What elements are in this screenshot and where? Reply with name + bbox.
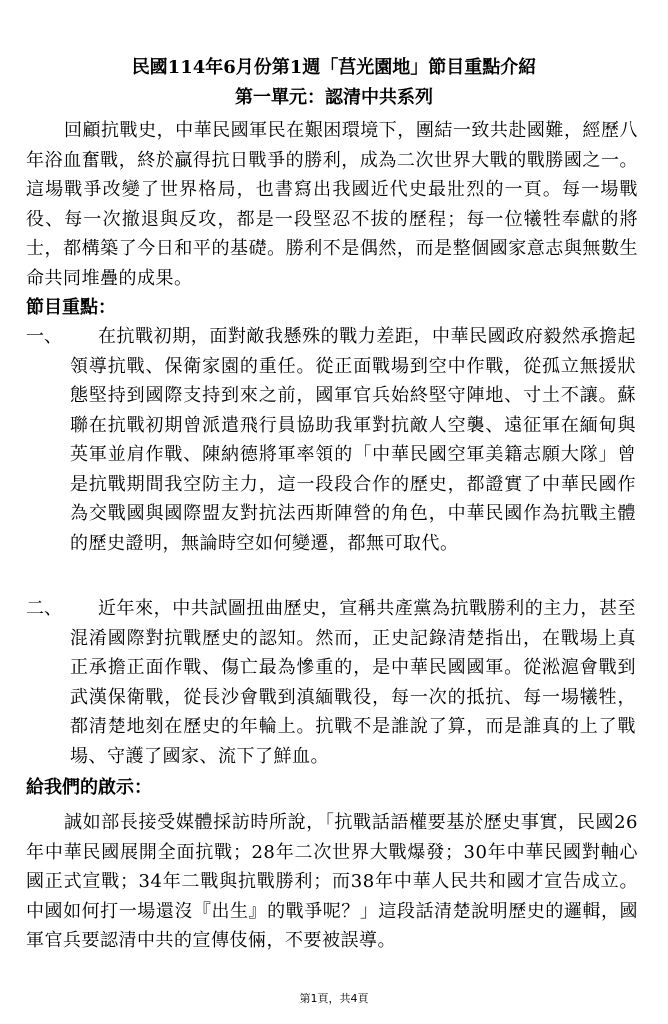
page-footer: 第1頁，共4頁 [299,992,369,1005]
insight-heading: 給我們的啟示： [26,777,152,798]
highlights-heading: 節目重點： [26,297,116,318]
highlight-number: 一、 [26,326,62,347]
insight-paragraph: 誠如部長接受媒體採訪時所說，「抗戰話語權要基於歷史事實，民國26年中華民國展開全面抗戰；28年二次世界大戰爆發；30年中華民國對軸心國正式宣戰；34年二戰與抗戰勝利；而38年中華人民共和國才宣告成立。中國如何打一場還沒『出生』的戰爭呢？」這段話清楚說明歷史的邏輯，國軍官兵要認清中共的宣傳伎倆，不要被誤導。 [26,812,638,951]
unit-title: 第一單元：認清中共系列 [235,87,433,108]
highlight-text: 在抗戰初期，面對敵我懸殊的戰力差距，中華民國政府毅然承擔起領導抗戰、保衛家園的重任。從正面戰場到空中作戰，從孤立無援狀態堅持到國際支持到來之前，國軍官兵始終堅守陣地、寸土不讓。蘇聯在抗戰初期曾派遣飛行員協助我軍對抗敵人空襲、遠征軍在緬甸與英軍並肩作戰、陳納德將軍率領的「中華民國空軍美籍志願大隊」曾是抗戰期間我空防主力，這一段段合作的歷史，都證實了中華民國作為交戰國與國際盟友對抗法西斯陣營的角色，中華民國作為抗戰主體的歷史證明，無論時空如何變遷，都無可取代。 [70,326,636,554]
highlight-text: 近年來，中共試圖扭曲歷史，宣稱共產黨為抗戰勝利的主力，甚至混淆國際對抗戰歷史的認知。然而，正史記錄清楚指出，在戰場上真正承擔正面作戰、傷亡最為慘重的，是中華民國國軍。從淞滬會戰到武漢保衛戰，從長沙會戰到滇緬戰役，每一次的抵抗、每一場犧牲，都清楚地刻在歷史的年輪上。抗戰不是誰說了算，而是誰真的上了戰場、守護了國家、流下了鮮血。 [70,598,636,767]
intro-paragraph: 回顧抗戰史，中華民國軍民在艱困環境下，團結一致共赴國難，經歷八年浴血奮戰，終於贏得抗日戰爭的勝利，成為二次世界大戰的戰勝國之一。這場戰爭改變了世界格局，也書寫出我國近代史最壯烈的一頁。每一場戰役、每一次撤退與反攻，都是一段堅忍不拔的歷程；每一位犧牲奉獻的將士，都構築了今日和平的基礎。勝利不是偶然，而是整個國家意志與無數生命共同堆疊的成果。 [26,120,638,289]
document-title: 民國114年6月份第1週「莒光園地」節目重點介紹 [131,57,537,78]
highlight-number: 二、 [26,598,62,619]
